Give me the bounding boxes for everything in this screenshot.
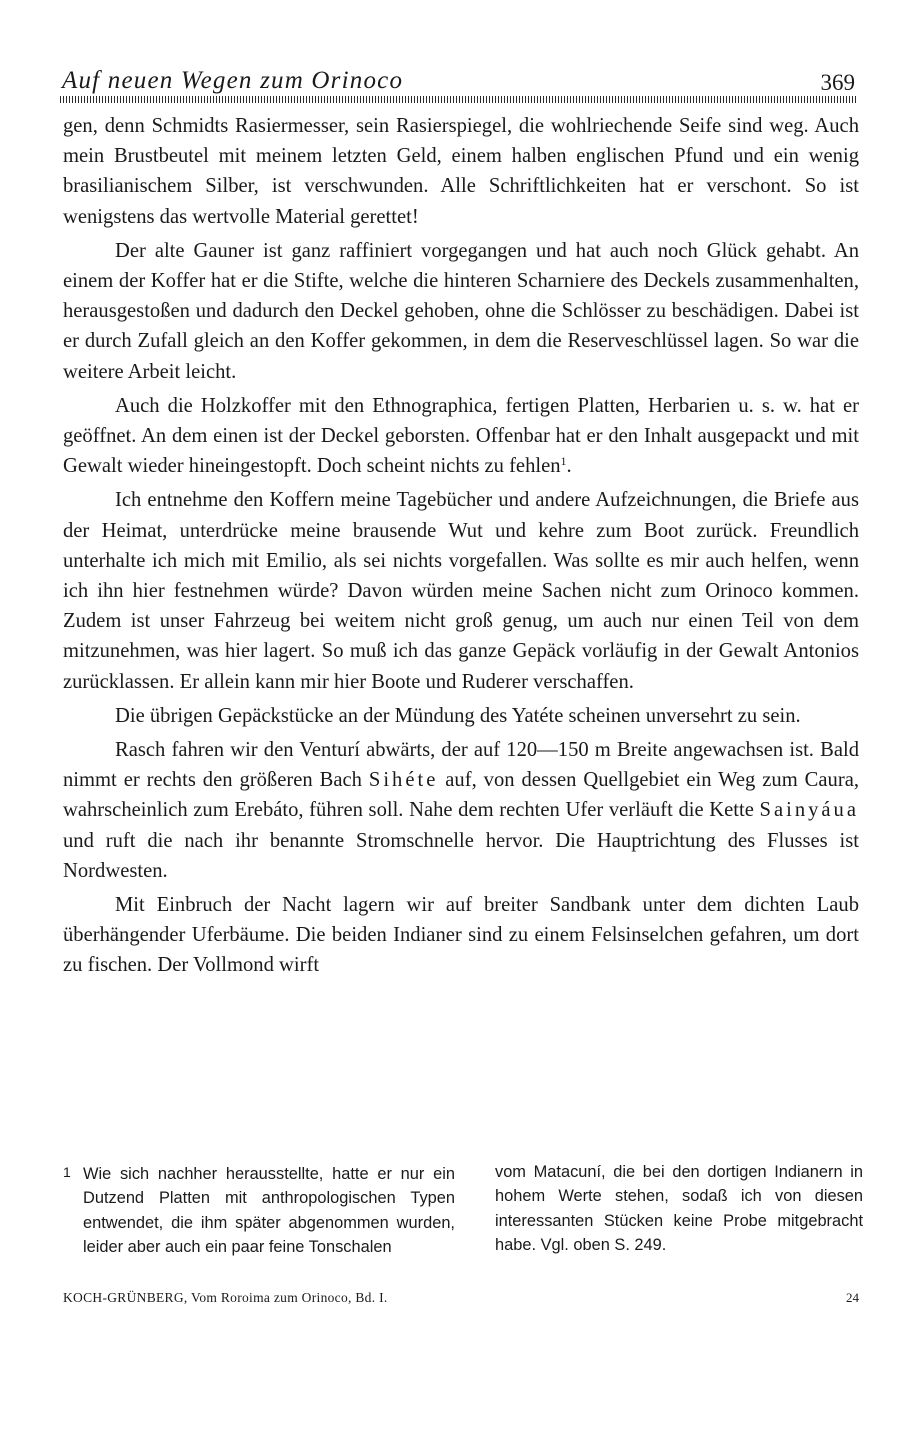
paragraph-1: gen, denn Schmidts Rasiermesser, sein Rasierspiegel, die wohlriechende Seife sind weg. Auch mein Brustbeutel mit meinem letzten Geld, einem halben englischen Pfund und ein wenig brasilianischem Silber, ist verschwunden. Alle Schriftlichkeiten hat er verschont. So ist wenigstens das wertvolle Material gerettet! (63, 115, 859, 228)
paragraph-5: Die übrigen Gepäckstücke an der Mündung des Yatéte scheinen unversehrt zu sein. (115, 704, 801, 727)
body-text (63, 111, 859, 981)
footnotes (63, 1160, 863, 1286)
paragraph-6-text-a: Rasch fahren wir den Venturí abwärts, der auf 120—150 m Breite angewachsen ist. Bald nimmt er rechts den größeren Bach (63, 739, 859, 792)
header-rule (60, 96, 857, 103)
place-name-sainyaua: Sainyáua (759, 799, 859, 822)
paragraph-7: Mit Einbruch der Nacht lagern wir auf breiter Sandbank unter dem dichten Laub überhängender Uferbäume. Die beiden Indianer sind zu einem Felsinselchen gefahren, um dort zu fischen. Der Vollmond wirft (63, 894, 859, 977)
paragraph-6-text-b: auf, von dessen Quellgebiet ein Weg zum Caura, wahrscheinlich zum Erebáto, führen soll. Nahe dem rechten Ufer verläuft die Kette (63, 769, 859, 822)
footnote-marker: 1 (63, 1164, 71, 1180)
paragraph-3-text: Auch die Holzkoffer mit den Ethnographica, fertigen Platten, Herbarien u. s. w. hat er geöffnet. An dem einen ist der Deckel geborsten. Offenbar hat er den Inhalt ausgepackt und mit Gewalt wieder hineingestopft. Doch scheint nichts zu fehlen (63, 394, 859, 478)
paragraph-3 (63, 391, 859, 482)
footnote-reference: 1 (560, 454, 567, 469)
paragraph-4: Ich entnehme den Koffern meine Tagebücher und andere Aufzeichnungen, die Briefe aus der Heimat, unterdrücke meine brausende Wut und kehre zum Boot zurück. Freundlich unterhalte ich mich mit Emilio, als sei nichts vorgefallen. Was sollte es mir auch helfen, wenn ich ihn hier festnehmen würde? Davon würden meine Sachen nicht zum Orinoco kommen. Zudem ist unser Fahrzeug bei weitem nicht groß genug, um auch nur einen Teil von dem mitzunehmen, was hier lagert. So muß ich das ganze Gepäck vorläufig in der Gewalt Antonios zurücklassen. Er allein kann mir hier Boote und Ruderer verschaffen. (63, 489, 859, 693)
signature-line (63, 1286, 859, 1310)
paragraph-2: Der alte Gauner ist ganz raffiniert vorgegangen und hat auch noch Glück gehabt. An einem der Koffer hat er die Stifte, welche die hinteren Scharniere des Deckels zusammenhalten, herausgestoßen und dadurch den Deckel gehoben, ohne die Schlösser zu beschädigen. Dabei ist er durch Zufall gleich an den Koffer gekommen, in dem die Reserveschlüssel lagen. So war die weitere Arbeit leicht. (63, 239, 859, 383)
footnote-column-right: vom Matacuní, die bei den dortigen Indianern in hohem Werte stehen, sodaß ich von diesen interessanten Stücken keine Probe mitgebracht habe. Vgl. oben S. 249. (495, 1163, 863, 1255)
page-header (60, 66, 857, 96)
running-title: Auf neuen Wegen zum Orinoco (62, 67, 404, 94)
paragraph-6 (63, 735, 859, 886)
signature-number: 24 (846, 1290, 859, 1305)
paragraph-3-end: . (566, 455, 572, 478)
footnote-column-left (63, 1160, 455, 1260)
signature-text: KOCH-GRÜNBERG, Vom Roroima zum Orinoco, Bd. I. (63, 1290, 388, 1305)
place-name-sihete: Sihéte (368, 769, 439, 792)
paragraph-6-text-c: und ruft die nach ihr benannte Stromschnelle hervor. Die Hauptrichtung des Flusses ist Nordwesten. (63, 829, 859, 882)
footnote-text-left: Wie sich nachher herausstellte, hatte er nur ein Dutzend Platten mit anthropologischen Typen entwendet, die ihm später abgenommen wurden, leider aber auch ein paar feine Tonschalen (83, 1165, 455, 1257)
page-number: 369 (820, 70, 855, 95)
